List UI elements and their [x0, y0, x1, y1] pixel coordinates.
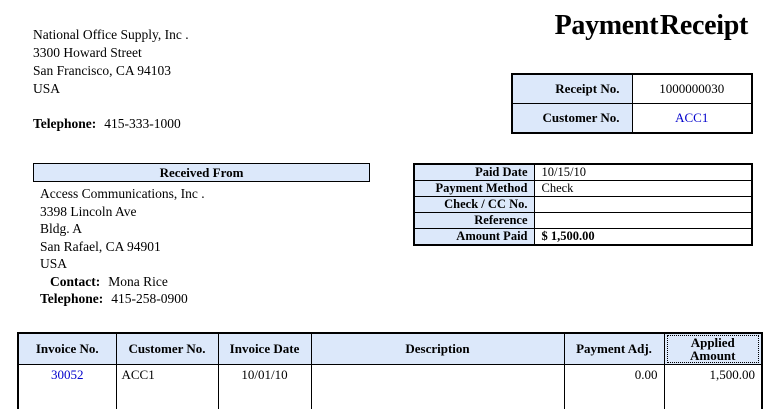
payer-address-line: San Rafael, CA 94901	[40, 238, 161, 254]
company-telephone-label: Telephone:	[33, 116, 97, 131]
column-header-invoice-date: Invoice Date	[218, 333, 311, 365]
invoice-table	[17, 332, 763, 409]
reference-value	[534, 213, 752, 229]
company-address-line: USA	[33, 81, 61, 96]
table-row	[414, 197, 752, 213]
company-name: National Office Supply, Inc .	[33, 27, 189, 42]
table-row	[414, 213, 752, 229]
amount-paid-value: $ 1,500.00	[534, 229, 752, 246]
payer-telephone-label: Telephone:	[40, 291, 104, 306]
page-title: Payment Receipt	[554, 10, 748, 41]
table-row	[414, 229, 752, 246]
contact-label: Contact:	[50, 273, 101, 289]
payment-details-table	[413, 163, 753, 246]
company-telephone-value: 415-333-1000	[104, 116, 181, 131]
invoice-table-header-row	[18, 333, 762, 365]
reference-label: Reference	[414, 213, 534, 229]
row-applied-amount: 1,500.00	[664, 365, 762, 409]
column-header-customer-no: Customer No.	[116, 333, 218, 365]
receipt-info-table	[511, 73, 753, 134]
row-customer-no: ACC1	[116, 365, 218, 409]
company-address-line: 3300 Howard Street	[33, 45, 142, 60]
column-header-description: Description	[311, 333, 564, 365]
table-row	[512, 104, 752, 134]
row-payment-adj: 0.00	[564, 365, 664, 409]
payment-method-value: Check	[534, 181, 752, 197]
payer-block	[40, 185, 205, 308]
payment-method-label: Payment Method	[414, 181, 534, 197]
table-row	[512, 74, 752, 104]
payer-name: Access Communications, Inc .	[40, 186, 205, 201]
payer-contact-line	[40, 273, 205, 291]
column-header-invoice-no: Invoice No.	[18, 333, 116, 365]
payer-address-line: USA	[40, 256, 68, 271]
row-invoice-date: 10/01/10	[218, 365, 311, 409]
table-row	[414, 164, 752, 181]
invoice-no-link[interactable]: 30052	[18, 365, 116, 409]
table-row	[414, 181, 752, 197]
receipt-no-value: 1000000030	[632, 74, 752, 104]
received-from-header: Received From	[33, 163, 370, 182]
paid-date-value: 10/15/10	[534, 164, 752, 181]
payer-address-line: Bldg. A	[40, 221, 83, 236]
company-telephone-line	[33, 115, 189, 133]
check-cc-no-label: Check / CC No.	[414, 197, 534, 213]
receipt-no-label: Receipt No.	[512, 74, 632, 104]
payer-telephone-value: 415-258-0900	[111, 291, 188, 306]
paid-date-label: Paid Date	[414, 164, 534, 181]
payer-telephone-line	[40, 290, 205, 308]
customer-no-link[interactable]: ACC1	[632, 104, 752, 134]
company-block	[33, 26, 189, 133]
column-header-applied-amount[interactable]	[664, 333, 762, 365]
applied-amount-focus-outline[interactable]: Applied Amount	[667, 335, 760, 363]
payer-address-line: 3398 Lincoln Ave	[40, 203, 137, 219]
row-description	[311, 365, 564, 409]
customer-no-label: Customer No.	[512, 104, 632, 134]
contact-value: Mona Rice	[108, 273, 168, 289]
check-cc-no-value	[534, 197, 752, 213]
table-row	[18, 365, 762, 409]
column-header-payment-adj: Payment Adj.	[564, 333, 664, 365]
amount-paid-label: Amount Paid	[414, 229, 534, 246]
company-address-line: San Francisco, CA 94103	[33, 63, 171, 78]
